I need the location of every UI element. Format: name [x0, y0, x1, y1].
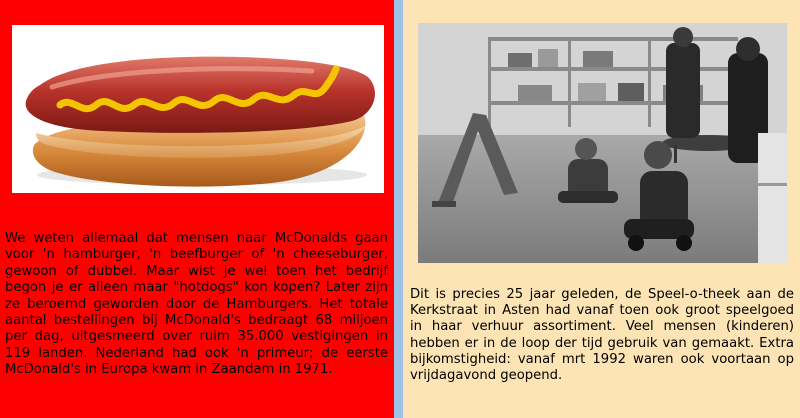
- hotdog-image: [12, 25, 384, 193]
- playroom-photo-icon: [418, 23, 787, 263]
- panel-divider: [394, 0, 403, 418]
- hotdog-icon: [12, 25, 384, 193]
- left-panel: [0, 0, 394, 418]
- playroom-photo: [418, 23, 787, 263]
- hotdog-story-text: We weten allemaal dat mensen naar McDonalds gaan voor 'n hamburger, 'n beefburger of 'n cheeseburger, gewoon of dubbel. Maar wist je wel toen het bedrijf begon je er alleen maar "hotdogs" kon kopen? Later zijn ze beroemd geworden door de Hamburgers. Het totale aantal bestellingen bij McDonald's bedraagt 68 miljoen per dag, uitgesmeerd over ruim 35.000 vestigingen in 119 landen. Nederland had ook 'n primeur; de eerste McDonald's in Europa kwam in Zaandam in 1971.: [5, 231, 388, 378]
- speelotheek-story-text: Dit is precies 25 jaar geleden, de Speel-o-theek aan de Kerkstraat in Asten had vanaf toen ook groot speelgoed in haar verhuur assortiment. Veel mensen (kinderen) hebben er in de loop der tijd gebruik van gemaakt. Extra bijkomstigheid: vanaf mrt 1992 waren ook voortaan op vrijdagavond geopend.: [410, 287, 794, 384]
